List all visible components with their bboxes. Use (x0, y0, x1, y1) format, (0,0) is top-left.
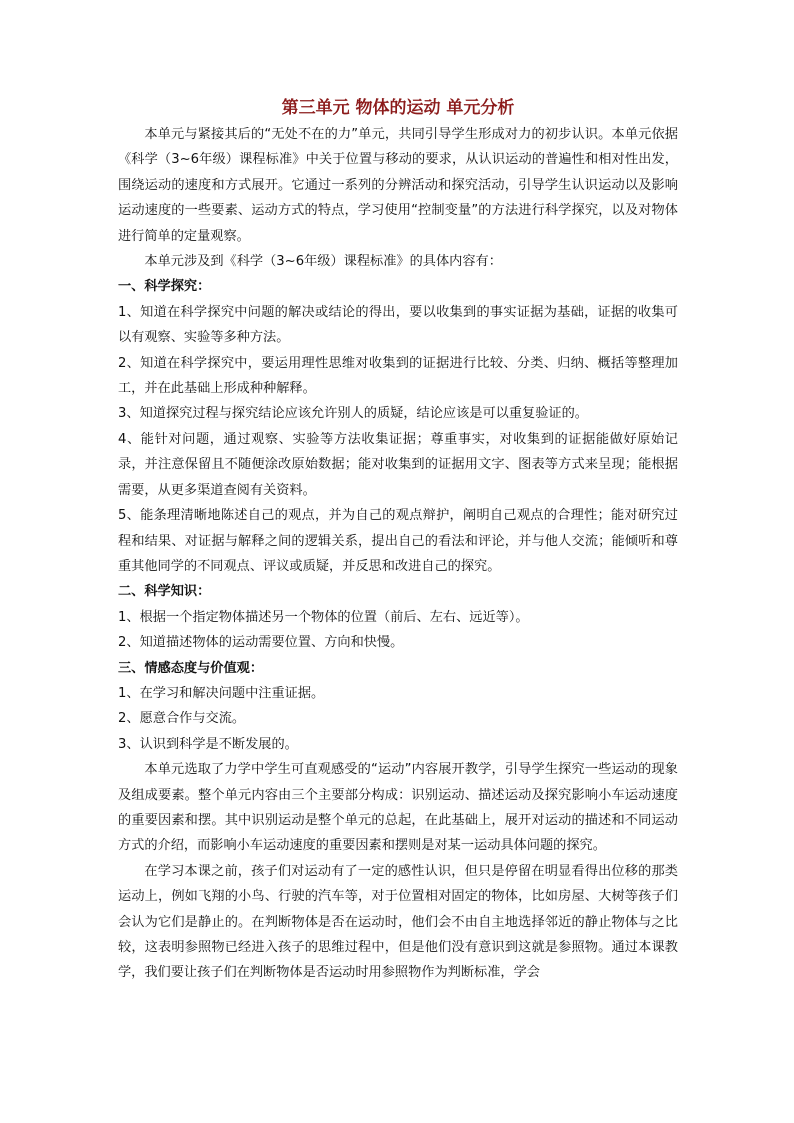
list-item: 2、知道描述物体的运动需要位置、方向和快慢。 (118, 635, 404, 651)
section-heading-attitude: 三、情感态度与价值观： (118, 660, 264, 676)
intro-paragraph: 本单元与紧接其后的“无处不在的力”单元，共同引导学生形成对力的初步认识。本单元依据《科学（3~6年级）课程标准》中关于位置与移动的要求，从认识运动的普遍性和相对性出发，围绕运动的速度和方式展开。它通过一系列的分辨活动和探究活动，引导学生认识运动以及影响运动速度的一些要素、运动方式的特点，学习使用“控制变量”的方法进行科学探究，以及对物体进行简单的定量观察。 (118, 127, 678, 244)
list-item: 5、能条理清晰地陈述自己的观点，并为自己的观点辩护，阐明自己观点的合理性；能对研究过程和结果、对证据与解释之间的逻辑关系，提出自己的看法和评论，并与他人交流；能倾听和尊重其他同学的不同观点、评议或质疑，并反思和改进自己的探究。 (118, 508, 678, 574)
list-item: 2、愿意合作与交流。 (118, 711, 246, 727)
section-heading-knowledge: 二、科学知识： (118, 584, 211, 600)
content-intro-paragraph: 本单元涉及到《科学（3~6年级）课程标准》的具体内容有： (144, 254, 502, 270)
prior-knowledge-paragraph: 在学习本课之前，孩子们对运动有了一定的感性认识，但只是停留在明显看得出位移的那类运动上，例如飞翔的小鸟、行驶的汽车等，对于位置相对固定的物体，比如房屋、大树等孩子们会认为它们是静止的。在判断物体是否在运动时，他们会不由自主地选择邻近的静止物体与之比较，这表明参照物已经进入孩子的思维过程中，但是他们没有意识到这就是参照物。通过本课教学，我们要让孩子们在判断物体是否运动时用参照物作为判断标准，学会 (118, 863, 678, 981)
section-heading-inquiry: 一、科学探究： (118, 279, 211, 295)
analysis-paragraph: 本单元选取了力学中学生可直观感受的“运动”内容展开教学，引导学生探究一些运动的现象及组成要素。整个单元内容由三个主要部分构成：识别运动、描述运动及探究影响小车运动速度的重要因素和摆。其中识别运动是整个单元的总起，在此基础上，展开对运动的描述和不同运动方式的介绍，而影响小车运动速度的重要因素和摆则是对某一运动具体问题的探究。 (118, 762, 678, 854)
list-item: 3、知道探究过程与探究结论应该允许别人的质疑，结论应该是可以重复验证的。 (118, 406, 588, 422)
document-page (118, 96, 678, 986)
page-title: 第三单元 物体的运动 单元分析 (281, 98, 515, 118)
list-item: 1、知道在科学探究中问题的解决或结论的得出，要以收集到的事实证据为基础，证据的收集可以有观察、实验等多种方法。 (118, 304, 678, 346)
list-item: 1、在学习和解决问题中注重证据。 (118, 685, 325, 701)
list-item: 4、能针对问题，通过观察、实验等方法收集证据；尊重事实，对收集到的证据能做好原始记录，并注意保留且不随便涂改原始数据；能对收集到的证据用文字、图表等方式来呈现；能根据需要，从更多渠道查阅有关资料。 (118, 431, 678, 498)
list-item: 3、认识到科学是不断发展的。 (118, 736, 298, 752)
list-item: 2、知道在科学探究中，要运用理性思维对收集到的证据进行比较、分类、归纳、概括等整理加工，并在此基础上形成种种解释。 (118, 355, 678, 397)
list-item: 1、根据一个指定物体描述另一个物体的位置（前后、左右、远近等）。 (118, 609, 529, 625)
